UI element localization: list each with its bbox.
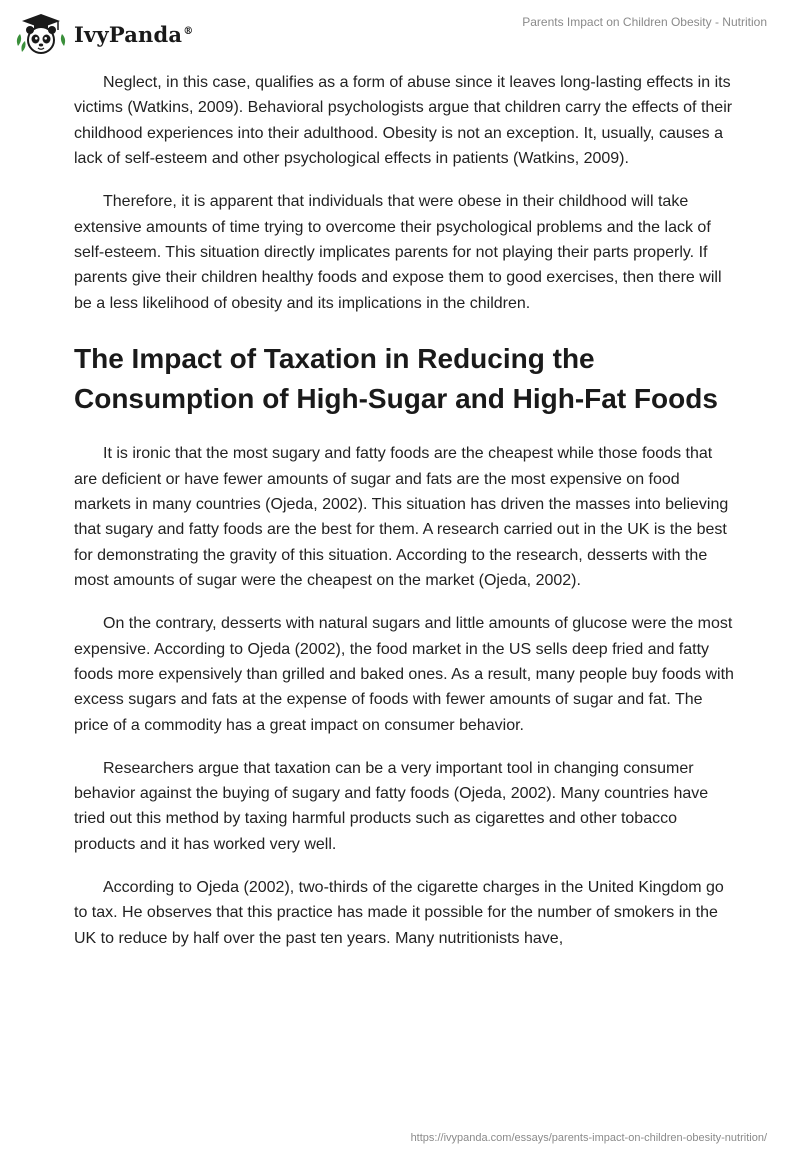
- page-header: [0, 0, 800, 70]
- paragraph: On the contrary, desserts with natural sugars and little amounts of glucose were the most expensive. According to Ojeda (2002), the food market in the US sells deep fried and fatty foods more expensively than grilled and baked ones. As a result, many people buy foods with excess sugars and fats at the expense of foods with fewer amounts of sugar and fat. The price of a commodity has a great impact on consumer behavior.: [74, 615, 734, 734]
- paragraph: Therefore, it is apparent that individuals that were obese in their childhood will take extensive amounts of time trying to overcome their psychological problems and the lack of self-esteem. This situation directly implicates parents for not playing their parts properly. If parents give their children healthy foods and expose them to good exercises, then there will be a less likelihood of obesity and its implications in the children.: [74, 193, 722, 312]
- paragraph: It is ironic that the most sugary and fatty foods are the cheapest while those foods that are deficient or have fewer amounts of sugar and fats are the most expensive on food markets in many countries (Ojeda, 2002). This situation has driven the masses into believing that sugary and fatty foods are the best for them. A research carried out in the UK is the best for demonstrating the gravity of this situation. According to the research, desserts with the most amounts of sugar were the cheapest on the market (Ojeda, 2002).: [74, 445, 729, 590]
- ivypanda-logo[interactable]: [14, 12, 193, 56]
- panda-graduate-icon: [14, 12, 68, 56]
- document-title: Parents Impact on Children Obesity - Nutrition: [522, 15, 767, 29]
- essay-body: [74, 70, 734, 968]
- paragraph: According to Ojeda (2002), two-thirds of the cigarette charges in the United Kingdom go to tax. He observes that this practice has made it possible for the number of smokers in the UK to reduce by half over the past ten years. Many nutritionists have,: [74, 878, 724, 947]
- section-heading: The Impact of Taxation in Reducing the Consumption of High-Sugar and High-Fat Foods: [74, 343, 718, 415]
- brand-name: IvyPanda®: [74, 21, 194, 47]
- paragraph: Researchers argue that taxation can be a very important tool in changing consumer behavior against the buying of sugary and fatty foods (Ojeda, 2002). Many countries have tried out this method by taxing harmful products such as cigarettes and other tobacco products and it has worked very well.: [74, 759, 709, 853]
- source-url[interactable]: https://ivypanda.com/essays/parents-impact-on-children-obesity-nutrition/: [410, 1132, 767, 1144]
- paragraph: Neglect, in this case, qualifies as a form of abuse since it leaves long-lasting effects in its victims (Watkins, 2009). Behavioral psychologists argue that children carry the effects of their childhood experiences into their adulthood. Obesity is not an exception. It, usually, causes a lack of self-esteem and other psychological effects in patients (Watkins, 2009).: [74, 74, 733, 168]
- registered-mark: ®: [183, 25, 194, 37]
